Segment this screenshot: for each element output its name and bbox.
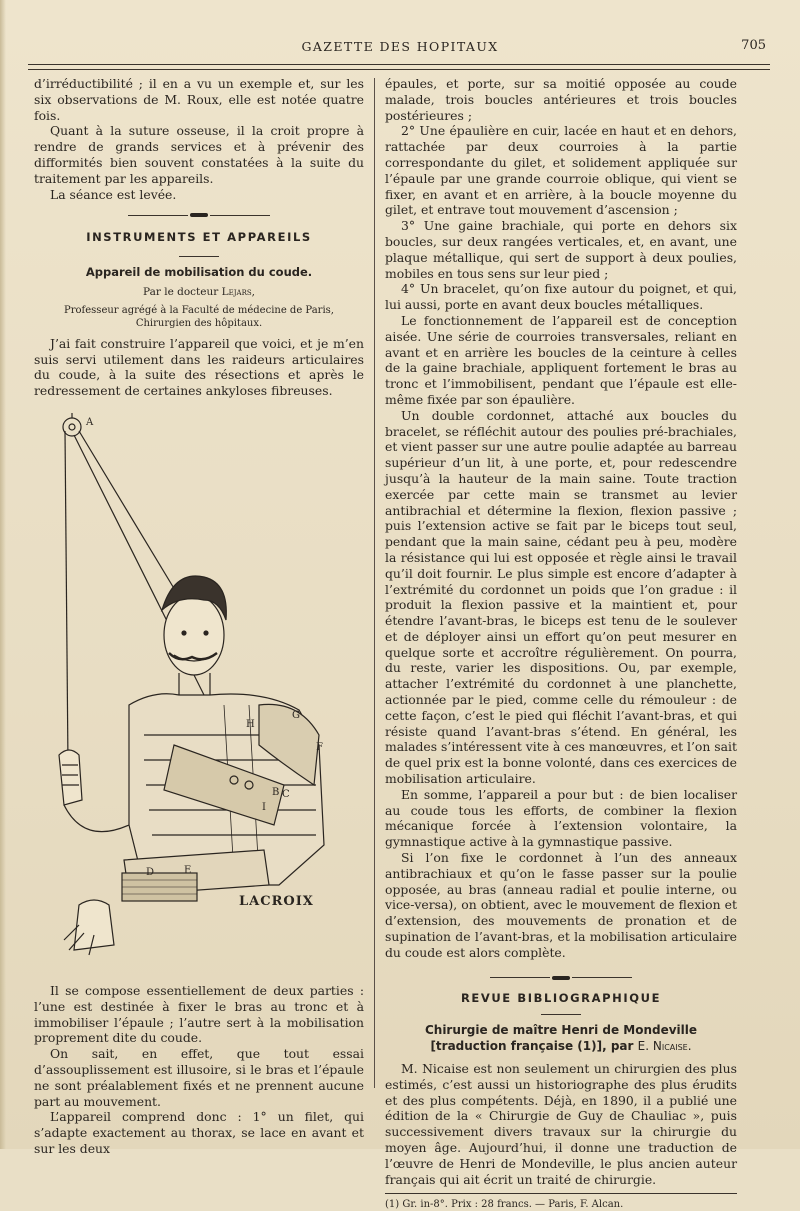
- column-divider: [374, 78, 375, 1088]
- figure-letter: A: [86, 416, 94, 428]
- engraver-signature: LACROIX: [239, 893, 314, 909]
- paragraph: d’irréductibilité ; il en a vu un exemple et, sur les six observations de M. Roux, elle est notée quatre fois.: [34, 76, 364, 123]
- right-column: [385, 76, 737, 1211]
- apparatus-illustration: [34, 405, 364, 975]
- paragraph: L’appareil comprend donc : 1° un filet, qui s’adapte exactement au thorax, se lace en avant et sur les deux: [34, 1109, 364, 1156]
- journal-title: GAZETTE DES HOPITAUX: [301, 39, 499, 54]
- paragraph: 4° Un bracelet, qu’on fixe autour du poignet, et qui, lui aussi, porte en avant deux boucles métalliques.: [385, 281, 737, 313]
- separator-ornament: [385, 971, 737, 985]
- figure-letter: I: [262, 801, 266, 813]
- footnote: (1) Gr. in-8°. Prix : 28 francs. — Paris, F. Alcan.: [385, 1199, 624, 1211]
- article-title: Appareil de mobilisation du coude.: [85, 265, 313, 280]
- header-rule-thin: [28, 69, 770, 70]
- left-column: [34, 76, 364, 1157]
- paragraph: épaules, et porte, sur sa moitié opposée au coude malade, trois boucles antérieures et trois boucles postérieures ;: [385, 76, 737, 123]
- figure-letter: G: [292, 709, 300, 721]
- author-title: Professeur agrégé à la Faculté de médecine de Paris,: [64, 304, 334, 316]
- figure-letter: B: [272, 786, 280, 798]
- page-binding-shadow: [0, 0, 6, 1149]
- page-number: 705: [741, 38, 766, 53]
- figure-letter: H: [246, 718, 255, 730]
- paragraph: J’ai fait construire l’appareil que voici, et je m’en suis servi utilement dans les raideurs articulaires du coude, à la suite des résections et après le redressement de certaines ankyloses fibreuses.: [34, 335, 364, 399]
- author-line: [34, 285, 364, 301]
- figure-letter: F: [316, 741, 323, 753]
- section-title: REVUE BIBLIOGRAPHIQUE: [460, 990, 662, 1005]
- paragraph: On sait, en effet, que tout essai d’assouplissement est illusoire, si le bras et l’épaule ne sont préalablement fixés et ne prennent aucune part au mouvement.: [34, 1046, 364, 1109]
- paragraph: Quant à la suture osseuse, il la croit propre à rendre de grands services et à prévenir des difformités bien souvent constatées à la suite du traitement par les appareils.: [34, 123, 364, 186]
- header-rule: [28, 64, 770, 65]
- short-rule: [541, 1014, 581, 1015]
- figure-letter: C: [282, 788, 290, 800]
- book-author: E. Nicaise.: [637, 1039, 692, 1054]
- paragraph: Il se compose essentiellement de deux parties : l’une est destinée à fixer le bras au tronc et à immobiliser l’épaule ; l’autre sert à la mobilisation proprement dite du coude.: [34, 982, 364, 1046]
- separator-ornament: [34, 208, 364, 222]
- figure-letter: D: [146, 866, 155, 878]
- author-title: Chirurgien des hôpitaux.: [135, 317, 263, 329]
- paragraph: 3° Une gaine brachiale, qui porte en dehors six boucles, sur deux rangées verticales, et, en avant, une plaque métallique, qui sert de support à deux poulies, mobiles en tous sens sur leur pied ;: [385, 218, 737, 281]
- short-rule: [179, 256, 219, 257]
- paragraph: 2° Une épaulière en cuir, lacée en haut et en dehors, rattachée par deux courroies à la partie correspondante du gilet, et solidement appliquée sur l’épaule par une grande courroie oblique, qui vient se fixer, en avant et en arrière, à la boucle moyenne du gilet, et entrave tout mouvement d’ascension ;: [385, 123, 737, 218]
- page-header: [30, 38, 770, 58]
- paragraph: Un double cordonnet, attaché aux boucles du bracelet, se réfléchit autour des poulies pré-brachiales, et vient passer sur une autre poulie adaptée au barreau supérieur d’un lit, à une porte, et, pour redescendre jusqu’à la hauteur de la main saine. Toute traction exercée par cette main se transmet au levier antibrachial et détermine la flexion, flexion passive ; puis l’extension active se fait par le biceps tout seul, pendant que la main saine, cédant peu à peu, modère la résistance qui lui est opposée et règle ainsi le travail qu’il doit fournir. Le plus simple est encore d’adapter à l’extrémité du cordonnet un poids que l’on gradue : il produit la flexion passive et la maintient et, pour étendre l’avant-bras, le biceps est tenu de le soulever et de déployer ainsi un effort qu’on peut mesurer en quelque sorte et accroître régulièrement. On pourra, du reste, varier les dispositions. Ou, par exemple, attacher l’extrémité du cordonnet à une planchette, actionnée par le pied, comme celle du rémouleur : de cette façon, c’est le pied qui fléchit l’avant-bras, et qui résiste quand l’avant-bras s’étend. En général, les malades s’intéressent vite à ces manœuvres, et l’on sait de quel prix est la bonne volonté, dans ces exercices de mobilisation articulaire.: [385, 407, 737, 787]
- engraving-svg: [34, 405, 364, 975]
- book-title-line: [385, 1023, 737, 1055]
- paragraph: Le fonctionnement de l’appareil est de conception aisée. Une série de courroies transversales, reliant en avant et en arrière les boucles de la ceinture à celles de la gaine brachiale, appliquent fortement le bras au tronc et l’immobilisent, pendant que l’épaule est elle-même fixée par son épaulière.: [385, 312, 737, 407]
- paragraph: Si l’on fixe le cordonnet à l’un des anneaux antibrachiaux et qu’on le fasse passer sur la poulie opposée, au bras (anneau radial et poulie interne, ou vice-versa), on obtient, avec le mouvement de flexion et d’extension, des mouvements de pronation et de supination de l’avant-bras, et la mobilisation articulaire du coude est alors complète.: [385, 850, 737, 960]
- paragraph: En somme, l’appareil a pour but : de bien localiser au coude tous les efforts, de combiner la flexion mécanique forcée à l’extension volontaire, la gymnastique active à la gymnastique passive.: [385, 786, 737, 850]
- paragraph: La séance est levée.: [50, 186, 177, 202]
- paragraph: M. Nicaise est non seulement un chirurgien des plus estimés, c’est aussi un historiographe des plus érudits et des plus compétents. Déjà, en 1890, il a publié une édition de la « Chirurgie de Guy de Chauliac », puis successivement divers travaux sur la chirurgie du moyen âge. Aujourd’hui, il donne une traduction de l’œuvre de Henri de Mondeville, le plus ancien auteur français qui ait écrit un traité de chirurgie.: [385, 1061, 737, 1187]
- section-title: INSTRUMENTS ET APPAREILS: [86, 230, 312, 245]
- author-name: Lejars,: [221, 285, 255, 298]
- author-prefix: Par le docteur: [143, 285, 219, 298]
- figure-letter: E: [184, 864, 192, 876]
- footnote-rule: [385, 1193, 737, 1194]
- book-title: Chirurgie de maître Henri de Mondeville [traduction française (1)], par: [424, 1023, 698, 1054]
